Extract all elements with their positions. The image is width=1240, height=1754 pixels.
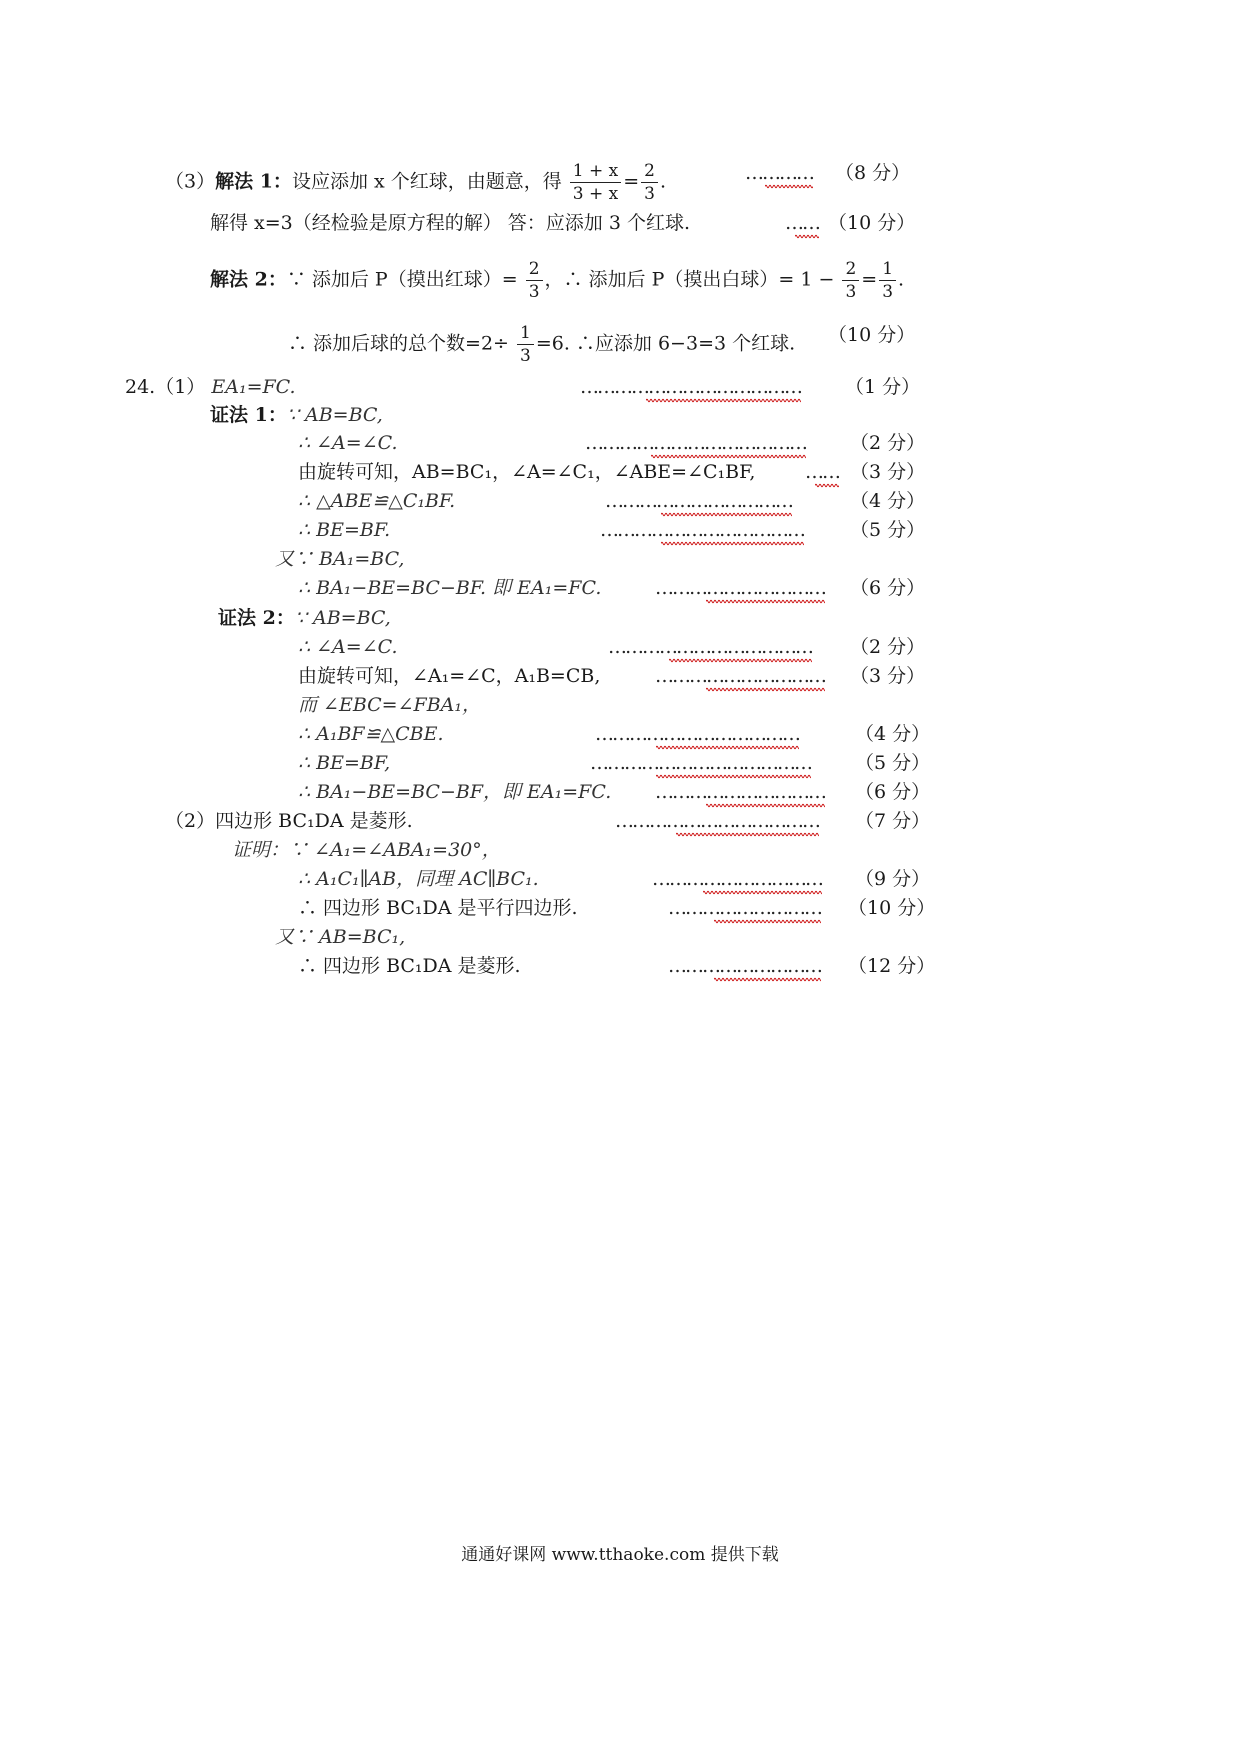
q24-part2-head: （2）四边形 BC₁DA 是菱形. <box>165 810 413 832</box>
proof-step: ∴ BA₁−BE=BC−BF. 即 EA₁=FC. <box>298 577 602 599</box>
fraction-1px-3px: $\frac{1 + x}{3 + x}$ <box>570 160 621 205</box>
squiggle-underline <box>714 977 821 982</box>
footer-credit: 通通好课网 www.tthaoke.com 提供下载 <box>461 1545 779 1565</box>
squiggle-underline <box>714 919 821 924</box>
proof-step: 又∵ BA₁=BC, <box>275 548 405 570</box>
q23-method2-conclusion: ∴ 添加后球的总个数=2÷ $\frac{1}{3}$ =6. ∴应添加 6−3=3 个红球. <box>288 323 796 366</box>
proof-step: 由旋转可知，∠A₁=∠C，A₁B=CB, <box>298 665 601 687</box>
proof-step: ∴ 四边形 BC₁DA 是菱形. <box>298 955 521 977</box>
proof-step: ∴ BE=BF. <box>298 519 391 541</box>
dots-leader: …… <box>785 210 819 236</box>
proof-step: ∴ BA₁−BE=BC−BF，即 EA₁=FC. <box>298 781 612 803</box>
q23-method1-line: （3）解法 1：设应添加 x 个红球，由题意，得 $\frac{1 + x}{3 + x}$ = $\frac{2}{3}$ . <box>165 161 667 204</box>
score-label: （7 分） <box>855 810 931 832</box>
proof-step: 而 ∠EBC=∠FBA₁， <box>298 694 482 716</box>
proof-step: 又∵ AB=BC₁, <box>275 926 406 948</box>
proof-step: 由旋转可知，AB=BC₁，∠A=∠C₁，∠ABE=∠C₁BF, <box>298 461 756 483</box>
dots-leader: ………………………………… <box>580 374 801 400</box>
dots-leader: …………………………… <box>605 488 792 514</box>
score-label: （4 分） <box>855 723 931 745</box>
dots-leader: ……………………… <box>668 953 821 979</box>
q23-method1-answer: 解得 x=3（经检验是原方程的解） 答：应添加 3 个红球. <box>210 212 691 234</box>
dots-leader: ……………………………… <box>608 634 812 660</box>
dots-leader: …… <box>805 459 839 485</box>
score-label: （5 分） <box>850 519 926 541</box>
score-label: （9 分） <box>855 868 931 890</box>
method1-text: 设应添加 x 个红球，由题意，得 <box>291 170 562 193</box>
proof2-header: 证法 2：∵ AB=BC, <box>218 607 391 629</box>
proof-step: ∴ ∠A=∠C. <box>298 636 398 658</box>
squiggle-underline <box>661 541 804 546</box>
dots-leader: ………………………… <box>655 575 825 601</box>
proof1-header: 证法 1：∵ AB=BC, <box>210 404 383 426</box>
dots-leader: ………… <box>745 160 813 186</box>
fraction-1-3: $\frac{1}{3}$ <box>879 258 896 303</box>
score-label: （10 分） <box>848 897 936 919</box>
squiggle-underline <box>676 832 819 837</box>
q24-part1: 24.（1） EA₁=FC. <box>125 376 296 398</box>
method1-label: 解法 1： <box>215 170 292 193</box>
dots-leader: ………………………………… <box>590 750 811 776</box>
score-label: （8 分） <box>835 162 911 184</box>
score-label: （4 分） <box>850 490 926 512</box>
dots-leader: ………………………… <box>655 663 825 689</box>
score-label: （3 分） <box>850 665 926 687</box>
proof-step: ∴ BE=BF, <box>298 752 391 774</box>
proof-step: 证明：∵ ∠A₁=∠ABA₁=30°， <box>232 839 501 861</box>
fraction-2-3: $\frac{2}{3}$ <box>641 160 658 205</box>
q23-prefix: （3） <box>165 170 216 193</box>
dots-leader: ………………………… <box>652 866 822 892</box>
proof-step: ∴ A₁C₁∥AB，同理 AC∥BC₁. <box>298 868 539 890</box>
fraction-2-3: $\frac{2}{3}$ <box>842 258 859 303</box>
dots-leader: ………………………… <box>655 779 825 805</box>
score-label: （2 分） <box>850 432 926 454</box>
q23-method2-line: 解法 2：∵ 添加后 P（摸出红球）= $\frac{2}{3}$ ，∴ 添加后 P（摸出白球）= 1 − $\frac{2}{3}$ = $\frac{1}{3}$ . <box>210 259 905 302</box>
score-label: （10 分） <box>828 212 916 234</box>
score-label: （5 分） <box>855 752 931 774</box>
squiggle-underline <box>815 483 839 488</box>
score-label: （2 分） <box>850 636 926 658</box>
proof-step: ∴ ∠A=∠C. <box>298 432 398 454</box>
squiggle-underline <box>706 599 825 604</box>
squiggle-underline <box>795 234 819 239</box>
dots-leader: ……………………………… <box>615 808 819 834</box>
dots-leader: ……………………………… <box>600 517 804 543</box>
score-label: （1 分） <box>845 376 921 398</box>
method2-label: 解法 2： <box>210 268 287 291</box>
squiggle-underline <box>646 398 801 403</box>
fraction-2-3: $\frac{2}{3}$ <box>526 258 543 303</box>
score-label: （12 分） <box>848 955 936 977</box>
dots-leader: ………………………………… <box>585 430 806 456</box>
squiggle-underline <box>706 687 825 692</box>
proof-step: ∴ A₁BF≌△CBE. <box>298 723 444 745</box>
score-label: （10 分） <box>828 324 916 346</box>
dots-leader: ……………………… <box>668 895 821 921</box>
dots-leader: ……………………………… <box>595 721 799 747</box>
proof-step: ∴ △ABE≌△C₁BF. <box>298 490 456 512</box>
proof-step: ∴ 四边形 BC₁DA 是平行四边形. <box>298 897 578 919</box>
score-label: （6 分） <box>850 577 926 599</box>
fraction-1-3: $\frac{1}{3}$ <box>517 322 534 367</box>
squiggle-underline <box>765 184 813 189</box>
score-label: （3 分） <box>850 461 926 483</box>
score-label: （6 分） <box>855 781 931 803</box>
